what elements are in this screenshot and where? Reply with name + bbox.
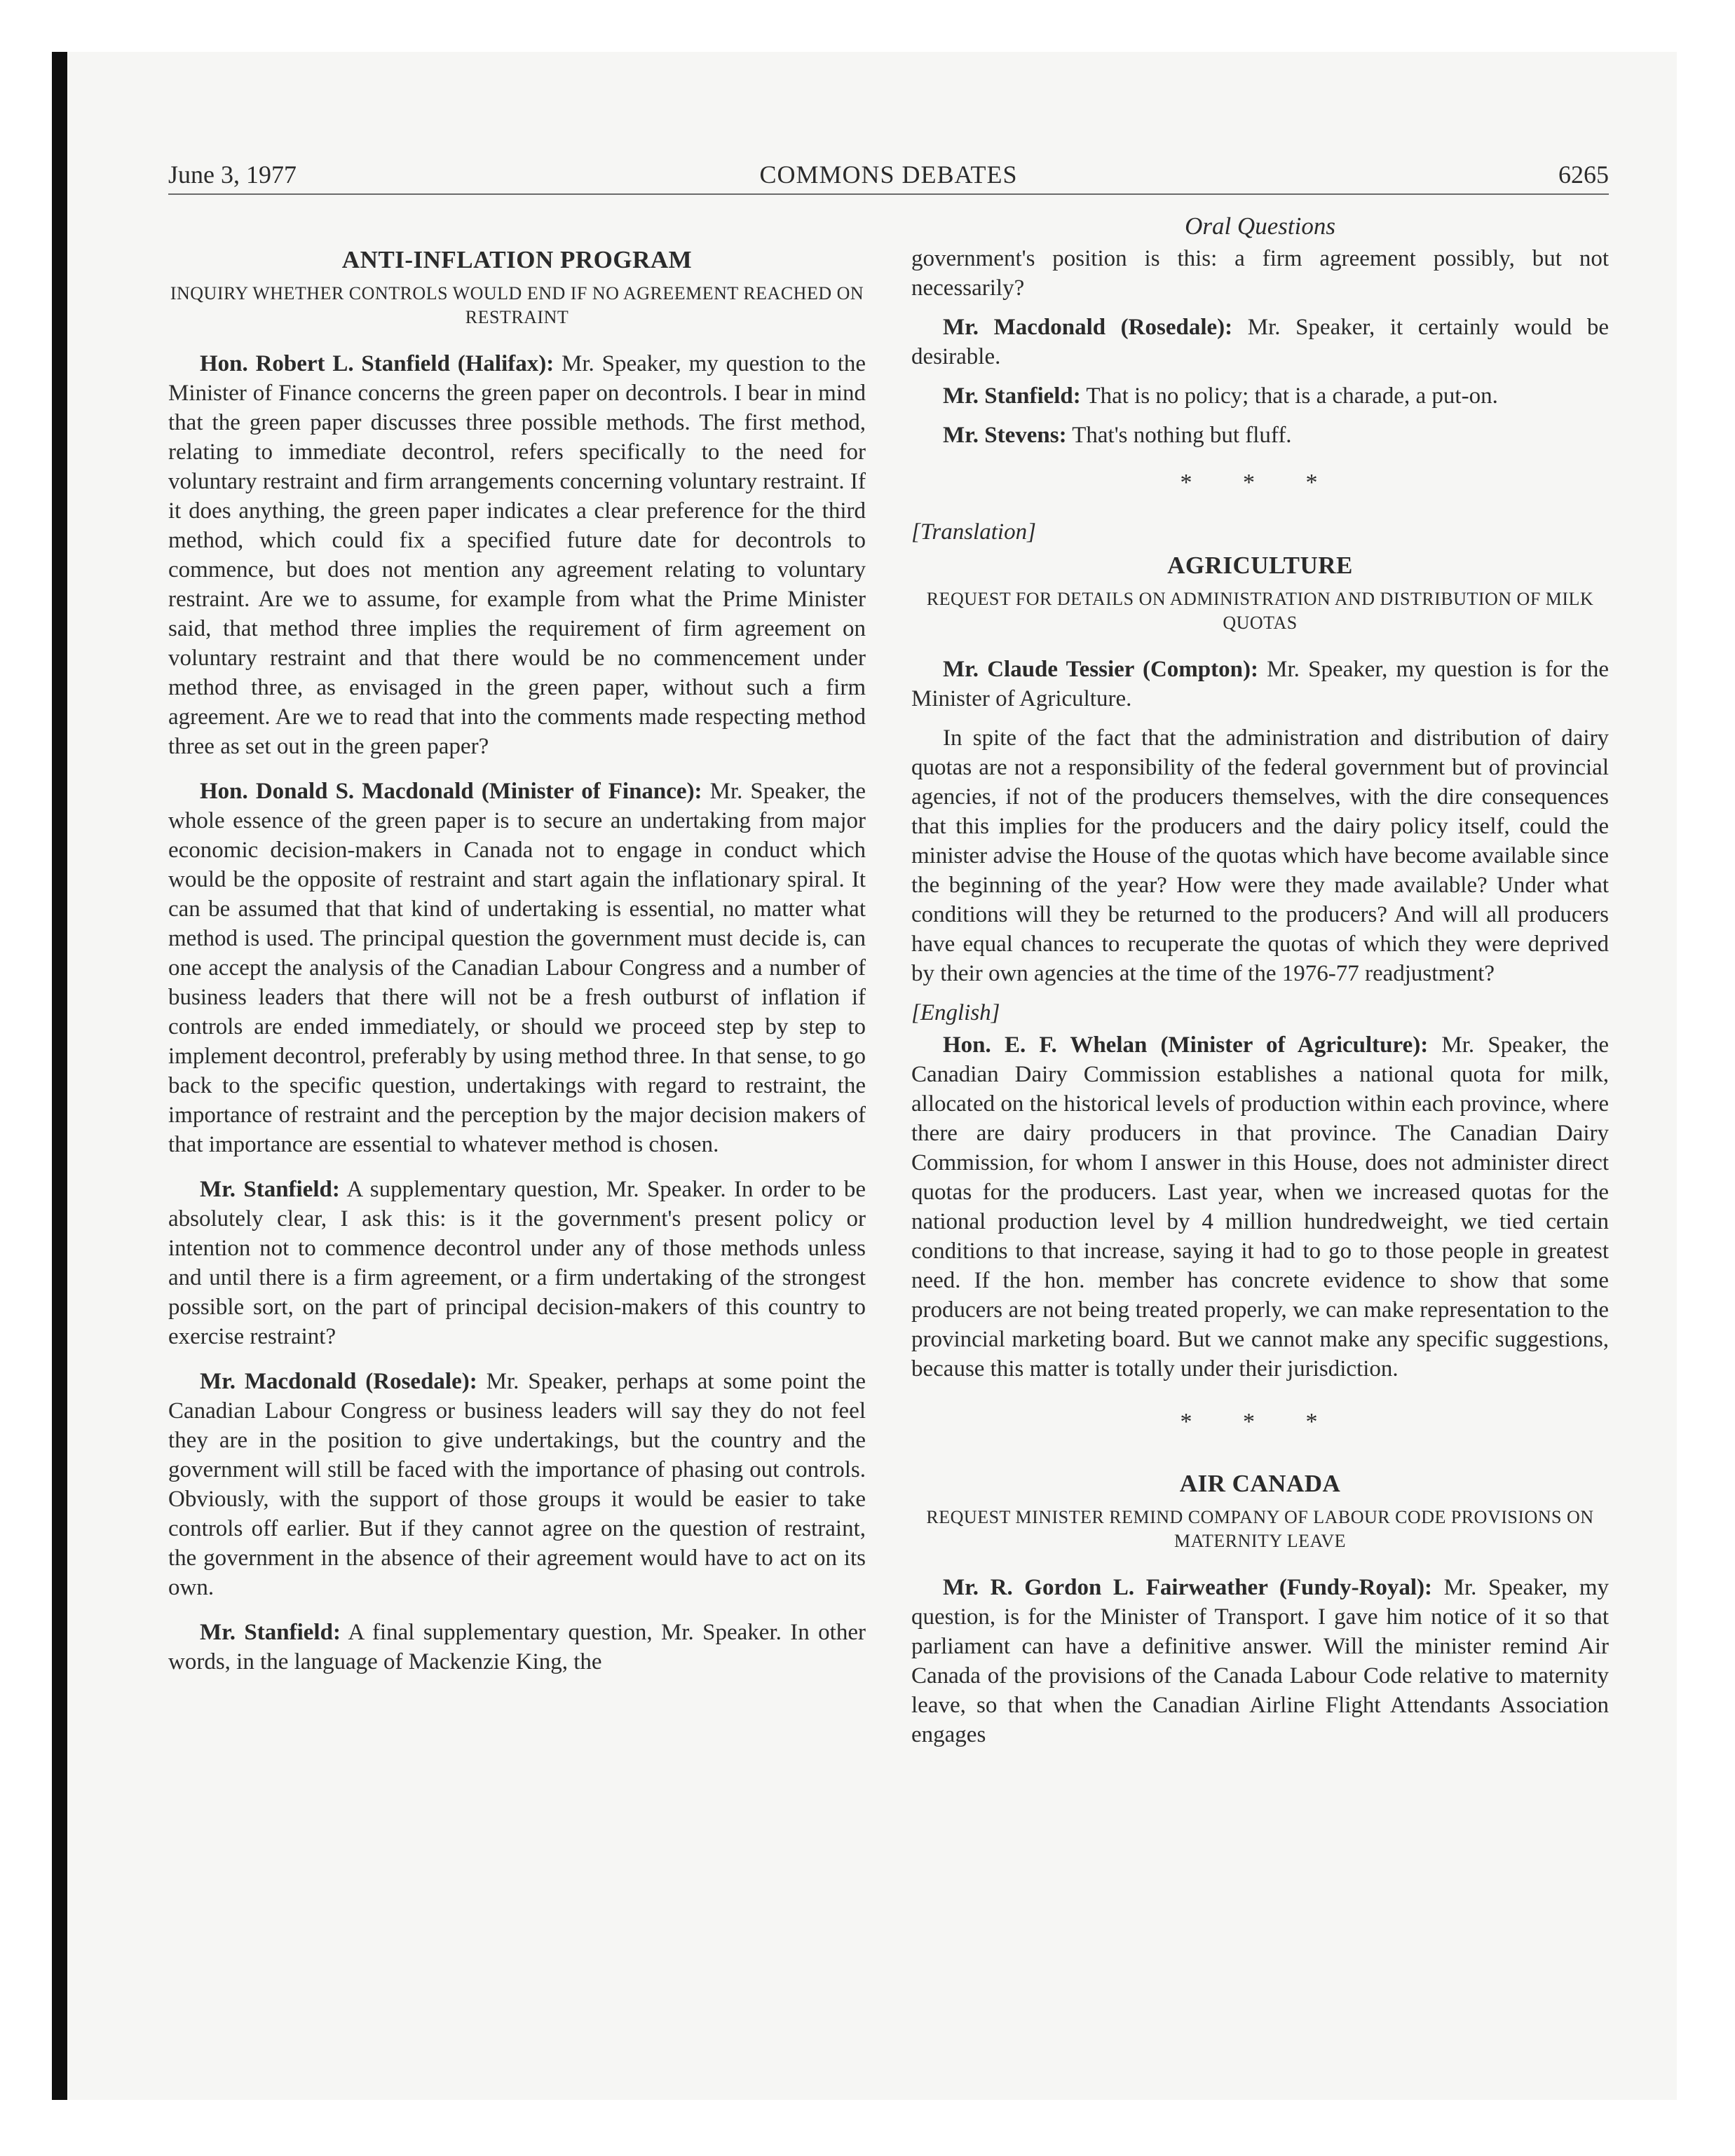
speech-paragraph xyxy=(911,381,1609,411)
speech-text: Mr. Speaker, the whole essence of the green paper is to secure an undertaking from major economic decision-makers in Canada not to engage in conduct which would be the opposite of restraint and start again the inflationary spiral. It can be assumed that that kind of undertaking is essential, no matter what method is used. The principal question the government must decide is, can one accept the analysis of the Canadian Labour Congress and a number of business leaders that there will not be a fresh outburst of inflation if controls are ended immediately, or should we proceed step by step to implement decontrol, preferably by using method three. In that sense, to go back to the specific question, undertakings with regard to restraint, the importance of restraint and the perception by the major decision makers of that importance are essential to whatever method is chosen. xyxy=(168,779,866,1157)
speech-text: Mr. Speaker, my question, is for the Minister of Transport. I gave him notice of it so that parliament can have a definitive answer. Will the minister remind Air Canada of the provisions of the Canada Labour Code relative to maternity leave, so that when the Canadian Airline Flight Attendants Association engages xyxy=(911,1575,1609,1747)
speech-paragraph xyxy=(911,655,1609,714)
speech-text: That's nothing but fluff. xyxy=(1066,423,1292,448)
section-separator: * * * xyxy=(1180,470,1340,496)
header-page-number: 6265 xyxy=(1558,161,1609,189)
speaker-name: Mr. Stevens: xyxy=(943,423,1067,448)
speaker-name: Mr. Claude Tessier (Compton): xyxy=(943,657,1258,682)
binding-edge xyxy=(52,52,67,2100)
header-rule xyxy=(168,193,1609,195)
speaker-name: Mr. Macdonald (Rosedale): xyxy=(200,1369,477,1394)
section-subheading: REQUEST FOR DETAILS ON ADMINISTRATION AND DISTRIBUTION OF MILK QUOTAS xyxy=(926,589,1594,633)
speech-text: Mr. Speaker, my question to the Minister of Finance concerns the green paper on decontrols. I bear in mind that the green paper discusses three possible methods. The first method, relating to immediate decontrol, refers specifically to the need for voluntary restraint and firm arrangements concerning voluntary restraint. If it does anything, the green paper indicates a clear preference for the third method, which could fix a specified future date for decontrols to commence, but does not mention any agreement relating to voluntary restraint. Are we to assume, for example from what the Prime Minister said, that method three implies the requirement of firm agreement on voluntary restraint and that there would be no commencement under method three, as envisaged in the green paper, without such a firm agreement. Are we to read that into the comments made respecting method three as set out in the green paper? xyxy=(168,351,866,759)
speech-text: A supplementary question, Mr. Speaker. In order to be absolutely clear, I ask this: is it the government's present policy or intention not to commence decontrol under any of those methods unless and until there is a firm agreement, or a firm undertaking of the strongest possible sort, on the part of principal decision-makers of this country to exercise restraint? xyxy=(168,1177,866,1349)
speaker-name: Mr. R. Gordon L. Fairweather (Fundy-Royal): xyxy=(943,1575,1433,1600)
speech-paragraph xyxy=(168,349,866,761)
section-heading: ANTI-INFLATION PROGRAM xyxy=(341,246,693,273)
speech-paragraph xyxy=(168,777,866,1159)
left-column xyxy=(168,244,866,1926)
section-subheading: INQUIRY WHETHER CONTROLS WOULD END IF NO AGREEMENT REACHED ON RESTRAINT xyxy=(170,283,864,327)
speech-paragraph xyxy=(911,313,1609,371)
speaker-name: Mr. Macdonald (Rosedale): xyxy=(943,315,1233,340)
right-column xyxy=(911,244,1609,1926)
section-heading: AIR CANADA xyxy=(1179,1470,1341,1497)
language-tag: [Translation] xyxy=(911,519,1036,545)
speech-paragraph: In spite of the fact that the administration and distribution of dairy quotas are not a responsibility of the federal government but of provincial agencies, if not of the producers themselves, with the dire consequences that this implies for the producers and the dairy policy itself, could the minister advise the House of the quotas which have become available since the beginning of the year? How were they made available? Under what conditions will they be returned to the producers? And will all producers have equal chances to recuperate the quotas of which they were deprived by their own agencies at the time of the 1976-77 readjustment? xyxy=(911,725,1609,986)
speaker-name: Mr. Stanfield: xyxy=(943,383,1081,409)
speech-text: That is no policy; that is a charade, a put-on. xyxy=(1080,383,1498,409)
language-tag: [English] xyxy=(911,1000,1000,1025)
speech-paragraph xyxy=(168,1367,866,1602)
speaker-name: Hon. Robert L. Stanfield (Halifax): xyxy=(200,351,554,376)
speech-text: Mr. Speaker, perhaps at some point the Canadian Labour Congress or business leaders will say they do not feel they are in the position to give undertakings, but the country and the government will still be faced with the importance of phasing out controls. Obviously, with the support of those groups it would be easier to take controls off earlier. But if they cannot agree on the question of restraint, the government in the absence of their agreement would have to act on its own. xyxy=(168,1369,866,1600)
speech-paragraph xyxy=(911,421,1609,450)
speech-text: Mr. Speaker, the Canadian Dairy Commission establishes a national quota for milk, allocated on the historical levels of production within each province, where there are dairy producers in that province. The Canadian Dairy Commission, for whom I answer in this House, does not administer direct quotas for the producers. Last year, when we increased quotas for the national production level by 4 million hundredweight, we tied certain conditions to that increase, saying it had to go to those people in greatest need. If the hon. member has concrete evidence to show that some producers are not being treated properly, we can make representation to the provincial marketing board. But we cannot make any specific suggestions, because this matter is totally under their jurisdiction. xyxy=(911,1032,1609,1381)
header-title: COMMONS DEBATES xyxy=(759,161,1018,189)
speaker-name: Hon. E. F. Whelan (Minister of Agriculture): xyxy=(943,1032,1429,1058)
speaker-name: Mr. Stanfield: xyxy=(200,1620,341,1645)
section-separator: * * * xyxy=(1180,1409,1340,1435)
continuation-text: government's position is this: a firm agreement possibly, but not necessarily? xyxy=(911,246,1609,301)
speech-text: A final supplementary question, Mr. Speaker. In other words, in the language of Mackenzie King, the xyxy=(168,1620,866,1674)
page-header xyxy=(168,156,1609,193)
speech-paragraph xyxy=(168,1175,866,1351)
section-subheading: REQUEST MINISTER REMIND COMPANY OF LABOUR CODE PROVISIONS ON MATERNITY LEAVE xyxy=(926,1507,1594,1551)
speech-paragraph xyxy=(911,1573,1609,1749)
section-heading: AGRICULTURE xyxy=(1167,552,1353,579)
speech-text: Mr. Speaker, my question is for the Minister of Agriculture. xyxy=(911,657,1609,711)
speech-paragraph xyxy=(168,1618,866,1677)
speaker-name: Mr. Stanfield: xyxy=(200,1177,340,1202)
speech-text: Mr. Speaker, it certainly would be desirable. xyxy=(911,315,1609,369)
header-date: June 3, 1977 xyxy=(168,161,297,189)
speaker-name: Hon. Donald S. Macdonald (Minister of Finance): xyxy=(200,779,702,804)
running-head: Oral Questions xyxy=(1185,212,1335,240)
speech-paragraph xyxy=(911,1030,1609,1384)
